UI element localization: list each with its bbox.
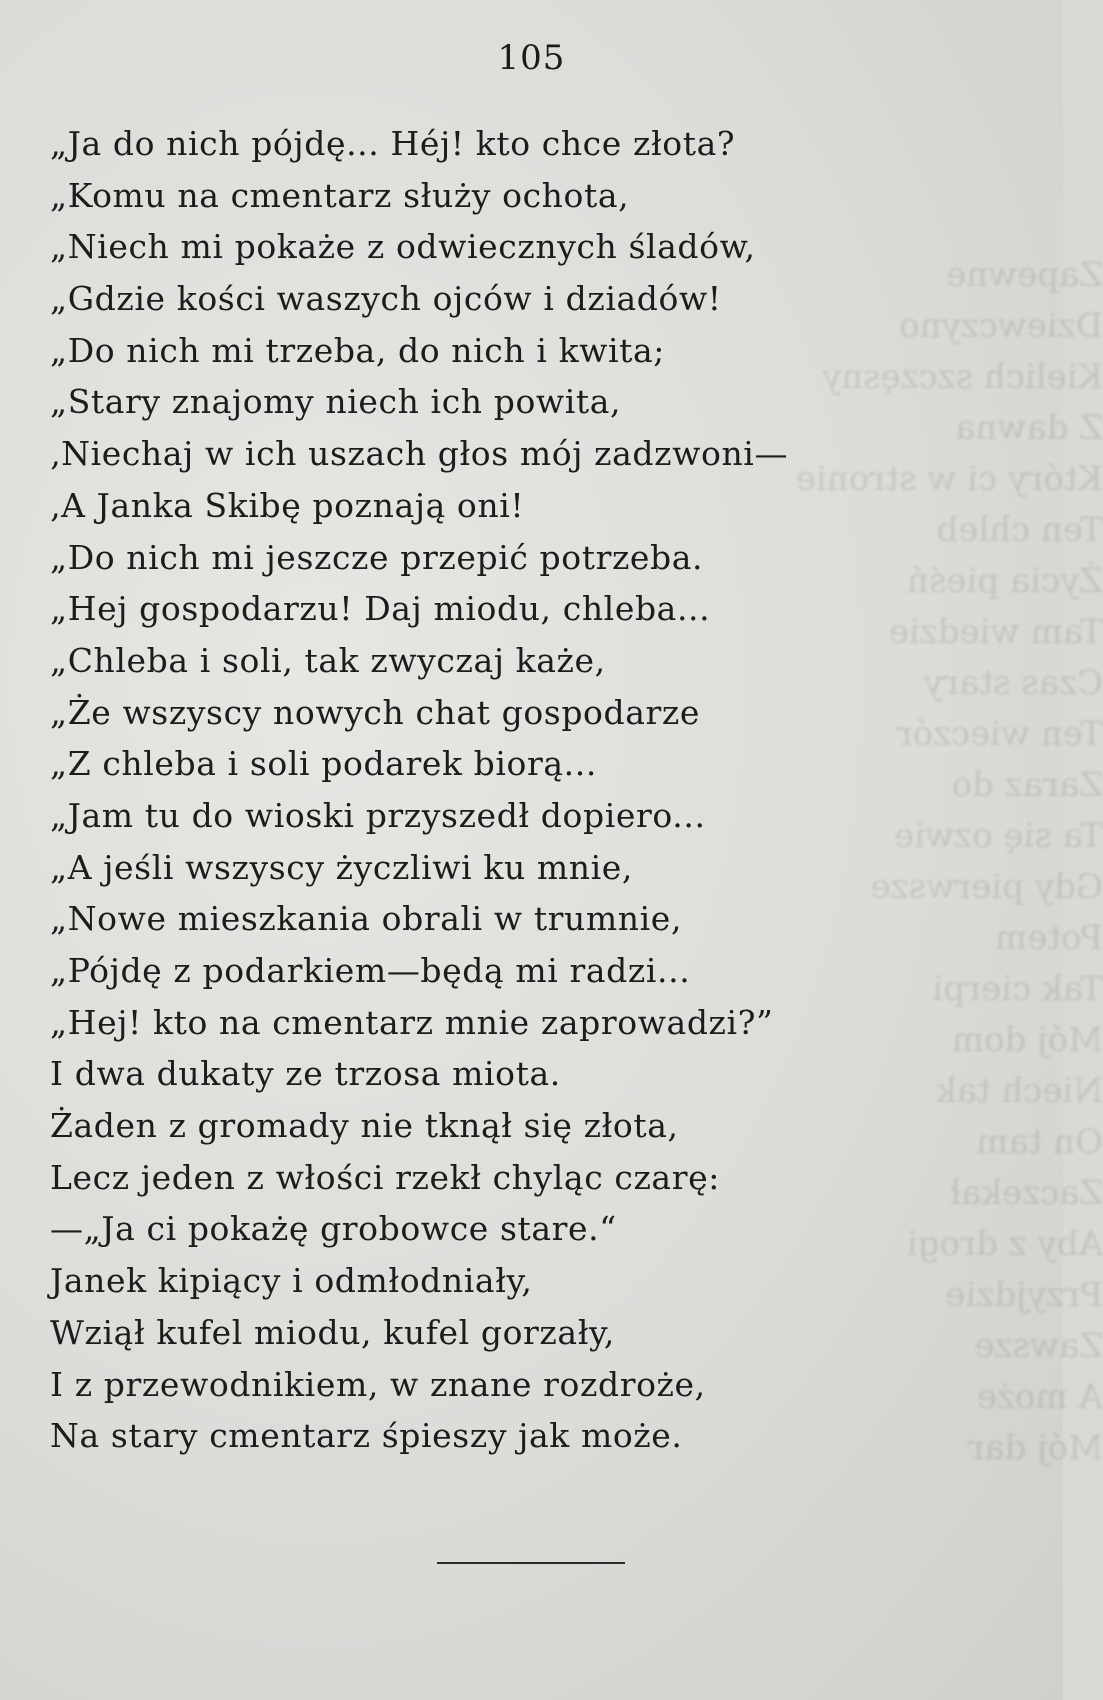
verse-line: „Pójdę z podarkiem—będą mi radzi... <box>50 951 691 990</box>
verse-line: „Do nich mi jeszcze przepić potrzeba. <box>50 537 704 577</box>
section-divider <box>437 1562 625 1564</box>
poem-text <box>50 118 930 1462</box>
verse-line: I z przewodnikiem, w znane rozdroże, <box>50 1364 706 1404</box>
bleed-through-text: Zapewne Dziewczyno Kielich szczęsny Z dawna Który ci w stronie Ten chleb Życia pieśń Tam wiedzie Czas stary Ten wieczór Zaraz do Ta się ozwie Gdy pierwsze Potem Tak cierpi Mój dom Niech tak On tam Zaczekał Aby z drogi Przyjdzie Zawsze A może Mój dar <box>795 255 1103 1468</box>
verse-line: „Z chleba i soli podarek biorą... <box>50 744 597 784</box>
verse-line: „Do nich mi trzeba, do nich i kwita; <box>50 330 666 370</box>
verse-line: „Ja do nich pójdę... Héj! kto chce złota? <box>50 124 736 163</box>
verse-line: „A jeśli wszyscy życzliwi ku mnie, <box>50 847 634 887</box>
verse-line: Żaden z gromady nie tknął się złota, <box>50 1106 679 1146</box>
verse-line: Lecz jeden z włości rzekł chyląc czarę: <box>50 1157 720 1197</box>
verse-line: „Gdzie kości waszych ojców i dziadów! <box>50 279 722 319</box>
page-number: 105 <box>497 38 566 78</box>
verse-line: „Hej gospodarzu! Daj miodu, chleba... <box>50 589 711 629</box>
verse-line: „Chleba i soli, tak zwyczaj każe, <box>50 640 606 680</box>
verse-line: I dwa dukaty ze trzosa miota. <box>50 1054 561 1094</box>
verse-line: ‚Niechaj w ich uszach głos mój zadzwoni— <box>50 434 789 474</box>
verse-line: Janek kipiący i odmłodniały, <box>50 1261 533 1301</box>
verse-line: „Hej! kto na cmentarz mnie zaprowadzi?” <box>50 1002 774 1042</box>
verse-line: ‚A Janka Skibę poznają oni! <box>50 485 525 525</box>
verse-line: „Komu na cmentarz służy ochota, <box>50 175 630 215</box>
verse-line: „Stary znajomy niech ich powita, <box>50 382 622 422</box>
verse-line: „Nowe mieszkania obrali w trumnie, <box>50 899 683 939</box>
verse-line: —„Ja ci pokażę grobowce stare.“ <box>50 1209 617 1249</box>
verse-line: „Jam tu do wioski przyszedł dopiero... <box>50 795 706 835</box>
verse-line: „Że wszyscy nowych chat gospodarze <box>50 692 701 732</box>
verse-line: Na stary cmentarz śpieszy jak może. <box>50 1416 683 1456</box>
verse-line: Wziął kufel miodu, kufel gorzały, <box>50 1312 615 1352</box>
verse-line: „Niech mi pokaże z odwiecznych śladów, <box>50 227 756 267</box>
